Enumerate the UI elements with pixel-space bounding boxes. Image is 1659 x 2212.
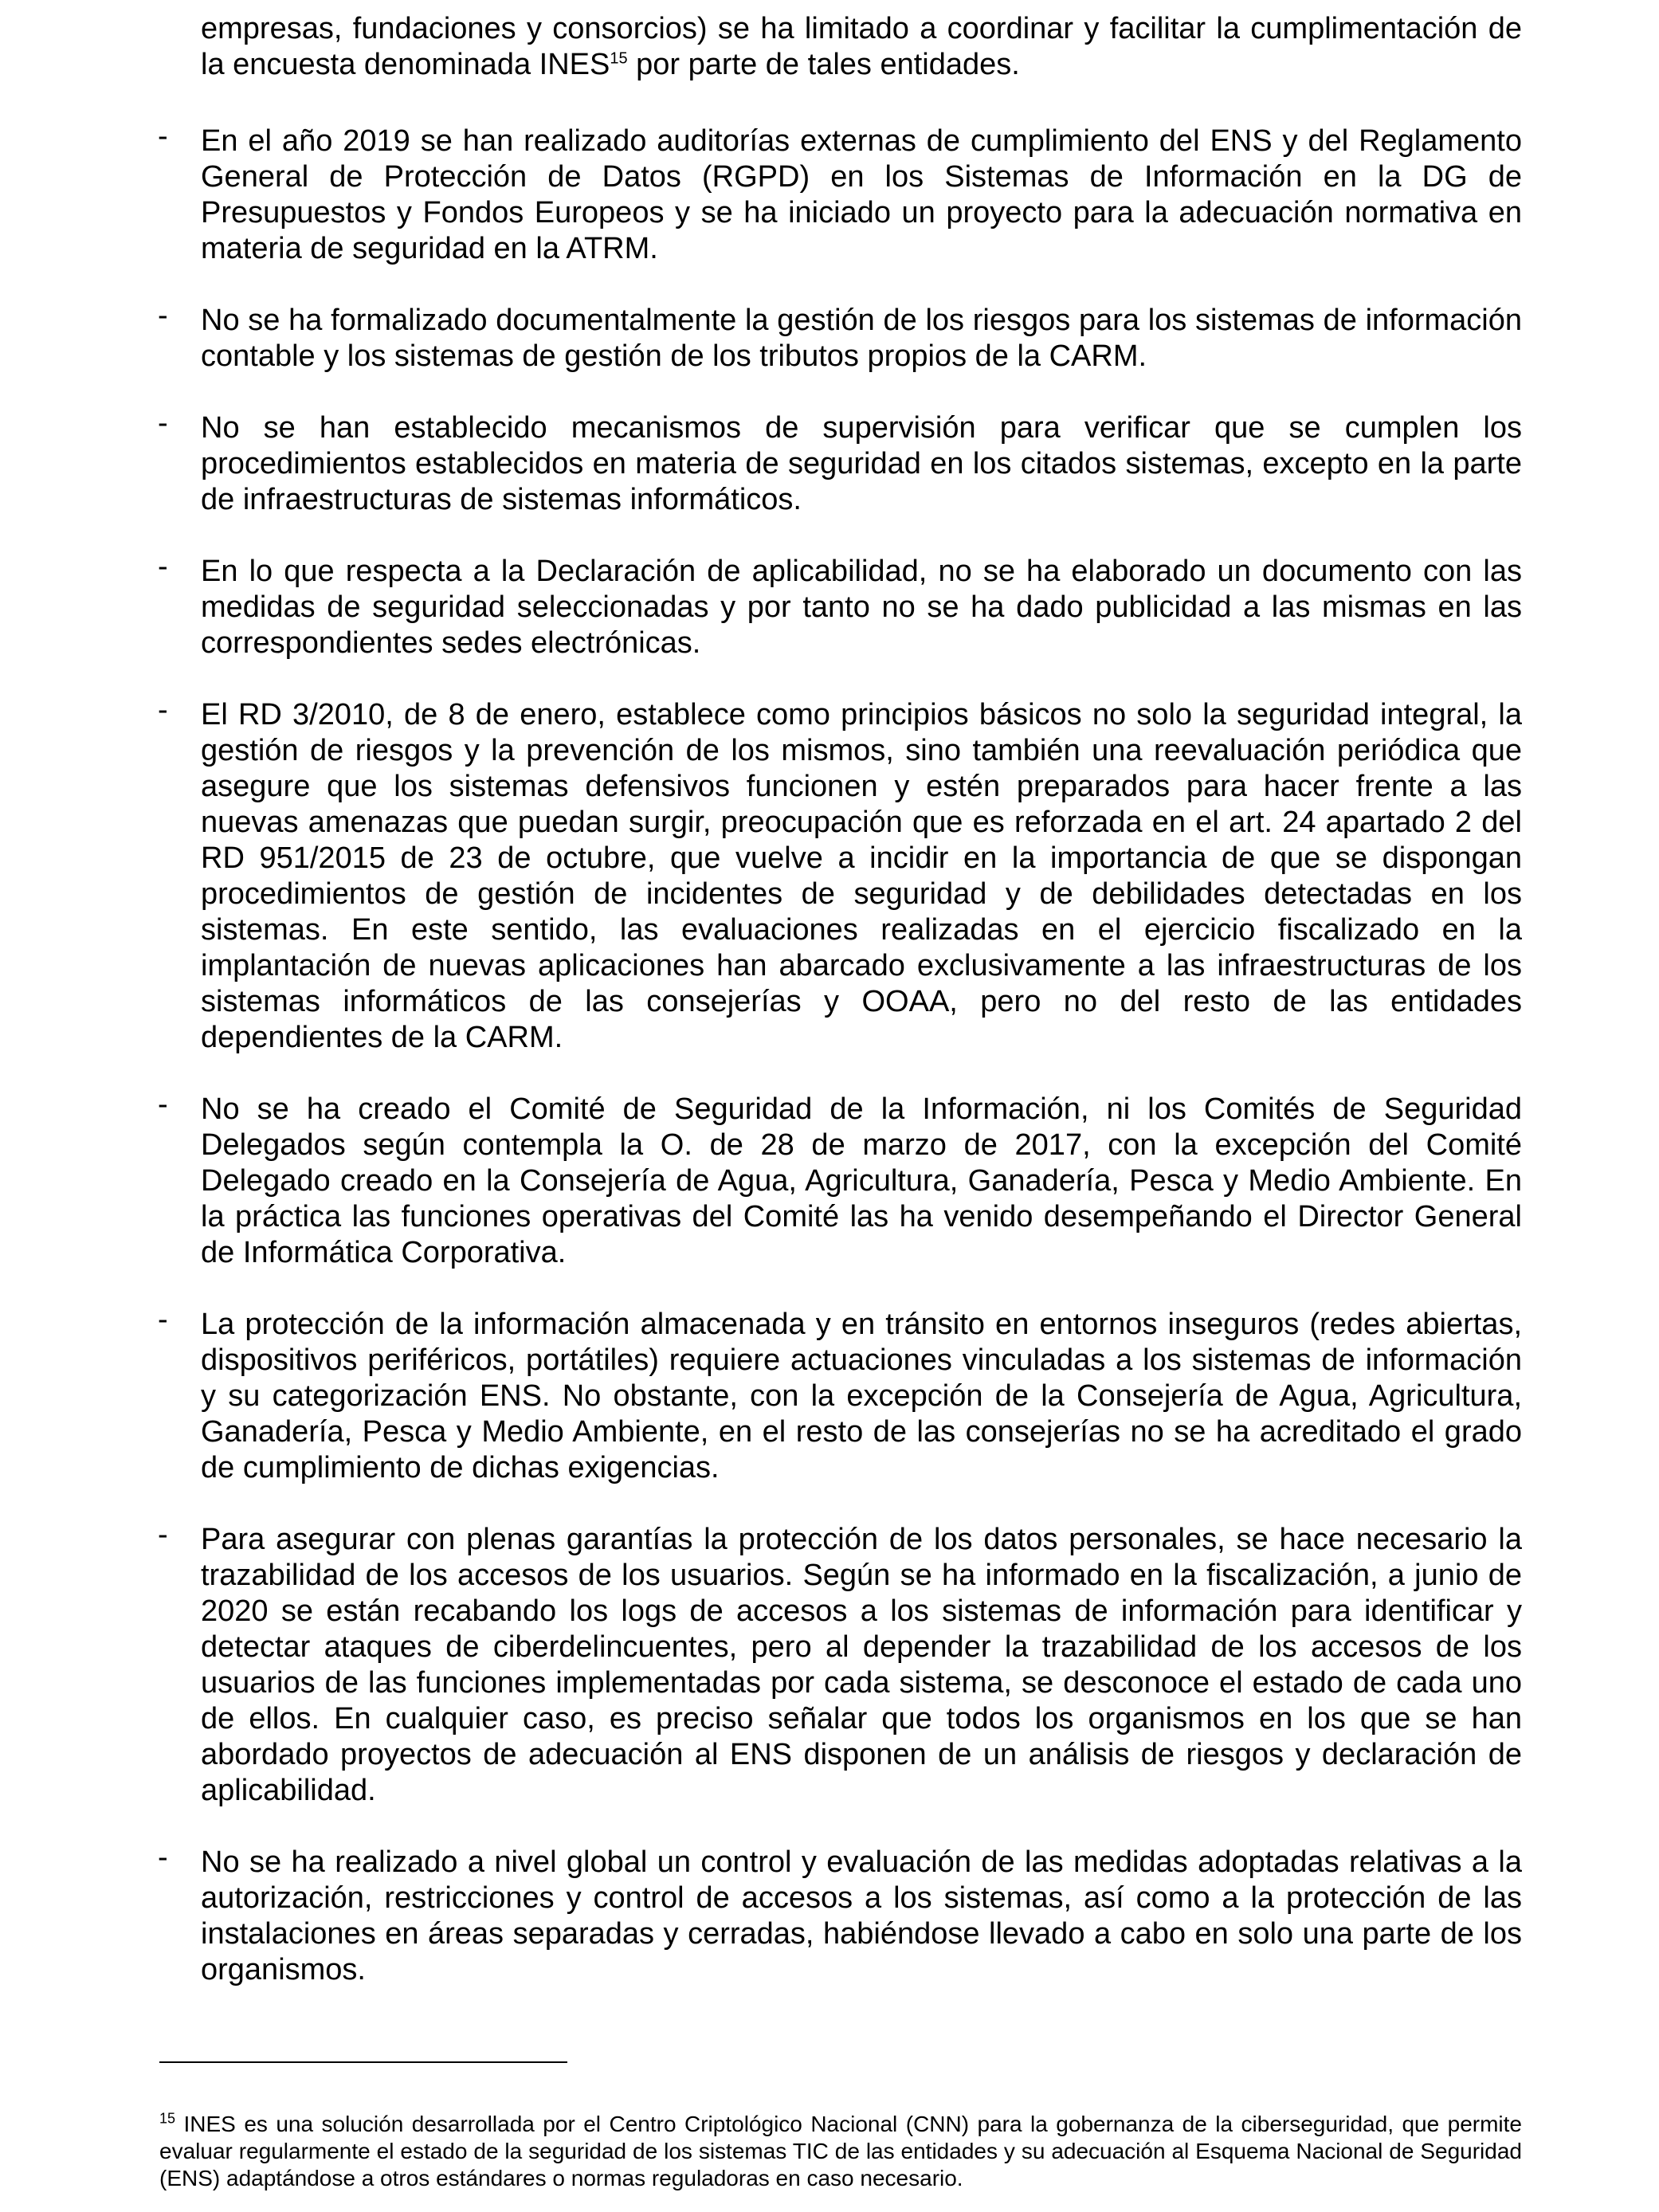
list-item bbox=[0, 299, 1659, 375]
footnote bbox=[159, 2111, 1522, 2192]
dash-bullet-icon: - bbox=[158, 693, 168, 727]
footnote-number: 15 bbox=[159, 2110, 176, 2127]
dash-bullet-icon: - bbox=[158, 120, 168, 153]
intro-text: empresas, fundaciones y consorcios) se ha limitado a coordinar y facilitar la cumplimentación de la encuesta denominada INES bbox=[201, 12, 1522, 81]
list-item-text: Para asegurar con plenas garantías la protección de los datos personales, se hace necesario la trazabilidad de los accesos de los usuarios. Según se ha informado en la fiscalización, a junio de 2020 se están recabando los logs de accesos a los sistemas de información para identificar y detectar ataques de ciberdelincuentes, pero al depender la trazabilidad de los accesos de los usuarios de las funciones implementadas por cada sistema, se desconoce el estado de cada uno de ellos. En cualquier caso, es preciso señalar que todos los organismos en los que se han abordado proyectos de adecuación al ENS disponen de un análisis de riesgos y declaración de aplicabilidad. bbox=[201, 1523, 1522, 1807]
list-item bbox=[0, 1518, 1659, 1809]
footnote-reference[interactable]: 15 bbox=[610, 49, 628, 68]
list-item bbox=[0, 550, 1659, 661]
list-item-text: El RD 3/2010, de 8 de enero, establece como principios básicos no solo la seguridad integral, la gestión de riesgos y la prevención de los mismos, sino también una reevaluación periódica que asegure que los sistemas defensivos funcionen y estén preparados para hacer frente a las nuevas amenazas que puedan surgir, preocupación que es reforzada en el art. 24 apartado 2 del RD 951/2015 de 23 de octubre, que vuelve a incidir en la importancia de que se dispongan procedimientos de gestión de incidentes de seguridad y de debilidades detectadas en los sistemas. En este sentido, las evaluaciones realizadas en el ejercicio fiscalizado en la implantación de nuevas aplicaciones han abarcado exclusivamente a las infraestructuras de los sistemas informáticos de las consejerías y OOAA, pero no del resto de las entidades dependientes de la CARM. bbox=[201, 698, 1522, 1054]
footnote-separator bbox=[159, 2061, 567, 2063]
intro-paragraph bbox=[201, 11, 1522, 83]
footnote-text: INES es una solución desarrollada por el Centro Criptológico Nacional (CNN) para la gobernanza de la ciberseguridad, que permite evaluar regularmente el estado de la seguridad de los sistemas TIC de las entidades y su adecuación al Esquema Nacional de Seguridad (ENS) adaptándose a otros estándares o normas reguladoras en caso necesario. bbox=[159, 2112, 1522, 2190]
intro-text-end: por parte de tales entidades. bbox=[627, 48, 1020, 81]
list-item-text: No se ha formalizado documentalmente la gestión de los riesgos para los sistemas de información contable y los sistemas de gestión de los tributos propios de la CARM. bbox=[201, 304, 1522, 373]
dash-bullet-icon: - bbox=[158, 299, 168, 332]
dash-bullet-icon: - bbox=[158, 550, 168, 583]
list-item bbox=[0, 693, 1659, 1056]
dash-bullet-icon: - bbox=[158, 1518, 168, 1551]
list-item bbox=[0, 1088, 1659, 1271]
list-item bbox=[0, 1303, 1659, 1486]
findings-list bbox=[0, 120, 1659, 2024]
dash-bullet-icon: - bbox=[158, 406, 168, 440]
dash-bullet-icon: - bbox=[158, 1841, 168, 1874]
dash-bullet-icon: - bbox=[158, 1088, 168, 1121]
list-item-text: No se ha creado el Comité de Seguridad de la Información, ni los Comités de Seguridad Delegados según contempla la O. de 28 de marzo de 2017, con la excepción del Comité Delegado creado en la Consejería de Agua, Agricultura, Ganadería, Pesca y Medio Ambiente. En la práctica las funciones operativas del Comité las ha venido desempeñando el Director General de Informática Corporativa. bbox=[201, 1092, 1522, 1269]
list-item-text: No se ha realizado a nivel global un control y evaluación de las medidas adoptadas relativas a la autorización, restricciones y control de accesos a los sistemas, así como a la protección de las instalaciones en áreas separadas y cerradas, habiéndose llevado a cabo en solo una parte de los organismos. bbox=[201, 1845, 1522, 1986]
dash-bullet-icon: - bbox=[158, 1303, 168, 1336]
list-item-text: En el año 2019 se han realizado auditorías externas de cumplimiento del ENS y del Reglamento General de Protección de Datos (RGPD) en los Sistemas de Información en la DG de Presupuestos y Fondos Europeos y se ha iniciado un proyecto para la adecuación normativa en materia de seguridad en la ATRM. bbox=[201, 124, 1522, 265]
list-item bbox=[0, 120, 1659, 267]
list-item-text: En lo que respecta a la Declaración de aplicabilidad, no se ha elaborado un documento con las medidas de seguridad seleccionadas y por tanto no se ha dado publicidad a las mismas en las correspondientes sedes electrónicas. bbox=[201, 555, 1522, 660]
list-item bbox=[0, 406, 1659, 518]
list-item bbox=[0, 1841, 1659, 1988]
list-item-text: No se han establecido mecanismos de supervisión para verificar que se cumplen los procedimientos establecidos en materia de seguridad en los citados sistemas, excepto en la parte de infraestructuras de sistemas informáticos. bbox=[201, 411, 1522, 516]
list-item-text: La protección de la información almacenada y en tránsito en entornos inseguros (redes abiertas, dispositivos periféricos, portátiles) requiere actuaciones vinculadas a los sistemas de información y su categorización ENS. No obstante, con la excepción de la Consejería de Agua, Agricultura, Ganadería, Pesca y Medio Ambiente, en el resto de las consejerías no se ha acreditado el grado de cumplimiento de dichas exigencias. bbox=[201, 1308, 1522, 1484]
